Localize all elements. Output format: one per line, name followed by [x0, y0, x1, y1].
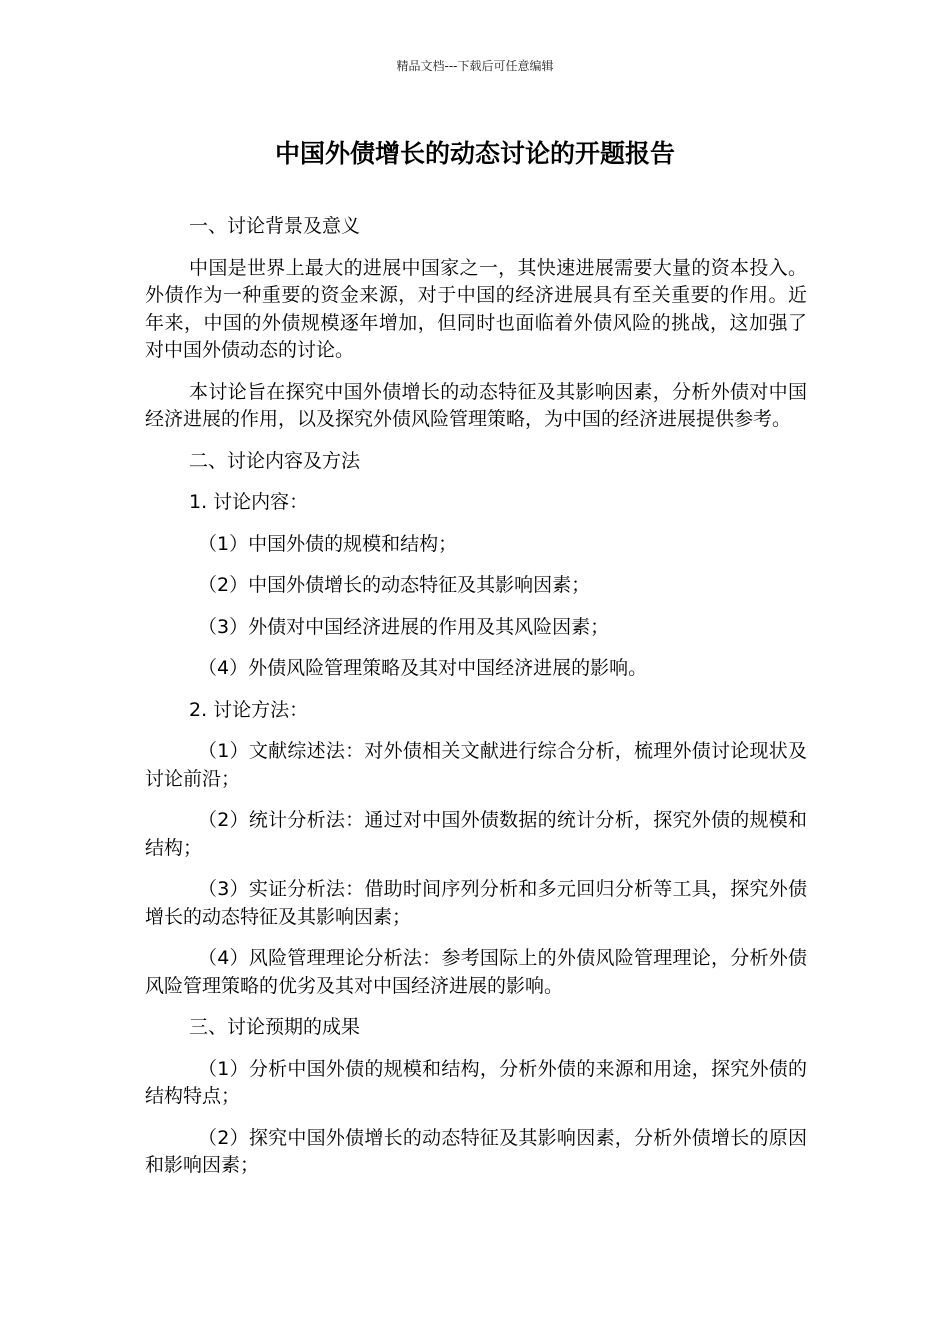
paragraph-purpose: 本讨论旨在探究中国外债增长的动态特征及其影响因素，分析外债对中国经济进展的作用，以及探究外债风险管理策略，为中国的经济进展提供参考。 — [145, 380, 807, 430]
subheading-content: 1. 讨论内容： — [189, 491, 309, 513]
list-item: （2）中国外债增长的动态特征及其影响因素； — [198, 574, 591, 596]
list-item: （3）实证分析法：借助时间序列分析和多元回归分析等工具，探究外债增长的动态特征及其影响因素； — [145, 878, 807, 928]
page-header: 精品文档---下载后可任意编辑 — [396, 59, 554, 73]
section-heading-expected-results: 三、讨论预期的成果 — [189, 1016, 361, 1038]
document-body — [145, 213, 807, 1194]
paragraph-background: 中国是世界上最大的进展中国家之一，其快速进展需要大量的资本投入。外债作为一种重要的资金来源，对于中国的经济进展具有至关重要的作用。近年来，中国的外债规模逐年增加，但同时也面临着外债风险的挑战，这加强了对中国外债动态的讨论。 — [145, 256, 807, 361]
list-item: （4）外债风险管理策略及其对中国经济进展的影响。 — [198, 657, 648, 679]
subheading-method: 2. 讨论方法： — [189, 698, 309, 721]
section-heading-content-method: 二、讨论内容及方法 — [189, 449, 361, 472]
list-item: （1）文献综述法：对外债相关文献进行综合分析，梳理外债讨论现状及讨论前沿； — [145, 740, 807, 790]
document-title: 中国外债增长的动态讨论的开题报告 — [274, 139, 675, 168]
list-item: （3）外债对中国经济进展的作用及其风险因素； — [198, 615, 610, 638]
list-item: （2）统计分析法：通过对中国外债数据的统计分析，探究外债的规模和结构； — [145, 809, 807, 859]
list-item: （4）风险管理理论分析法：参考国际上的外债风险管理理论，分析外债风险管理策略的优劣及其对中国经济进展的影响。 — [145, 947, 807, 997]
list-item: （1）中国外债的规模和结构； — [198, 532, 458, 555]
list-item: （1）分析中国外债的规模和结构，分析外债的来源和用途，探究外债的结构特点； — [145, 1057, 807, 1107]
list-item: （2）探究中国外债增长的动态特征及其影响因素，分析外债增长的原因和影响因素； — [145, 1126, 807, 1176]
section-heading-background: 一、讨论背景及意义 — [189, 215, 361, 237]
